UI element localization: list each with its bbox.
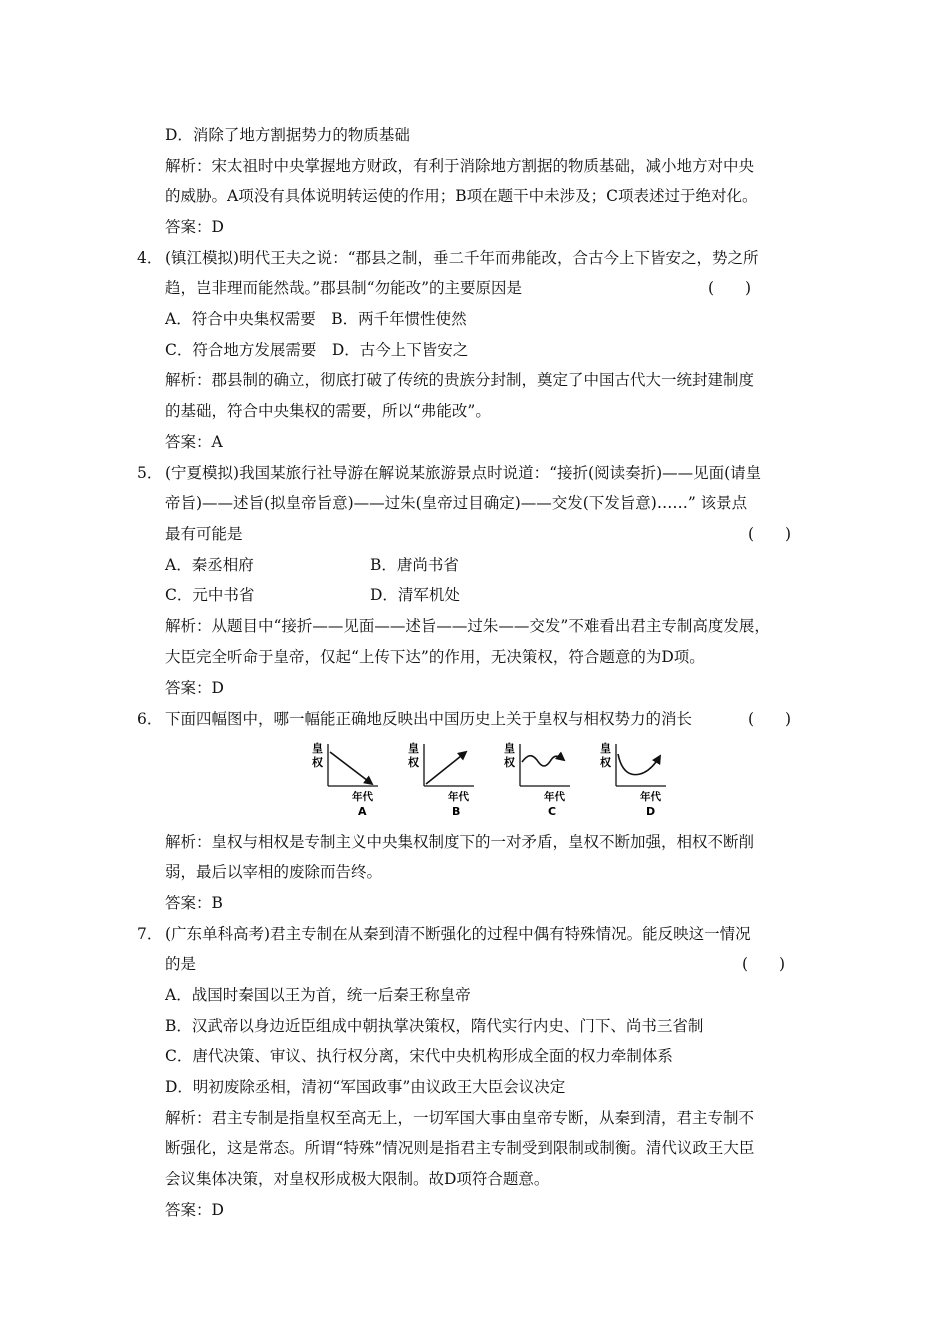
graph-letter-b: B bbox=[452, 805, 461, 818]
analysis-line: 解析：郡县制的确立，彻底打破了传统的贵族分封制，奠定了中国古代大一统封建制度 bbox=[165, 371, 755, 389]
y-axis-label-top: 皇 bbox=[600, 742, 611, 755]
options-line: C．符合地方发展需要 D．古今上下皆安之 bbox=[165, 341, 469, 359]
question-text: 最有可能是 bbox=[165, 525, 243, 543]
question-number: 6． bbox=[137, 710, 163, 728]
question-text: (宁夏模拟)我国某旅行社导游在解说某旅游景点时说道：“接折(阅读奏折)——见面(请皇 bbox=[165, 464, 762, 482]
option-b: B．汉武帝以身边近臣组成中朝执掌决策权，隋代实行内史、门下、尚书三省制 bbox=[165, 1017, 704, 1035]
analysis-line: 大臣完全听命于皇帝，仅起“上传下达”的作用，无决策权，符合题意的为D项。 bbox=[165, 648, 705, 666]
option-d-text: D．消除了地方割据势力的物质基础 bbox=[165, 126, 410, 144]
trend-line-u-shaped bbox=[618, 754, 660, 775]
question-6 bbox=[137, 709, 692, 729]
graph-d bbox=[600, 741, 666, 818]
answer-line: 答案：A bbox=[165, 433, 223, 451]
y-axis-label-bottom: 权 bbox=[600, 756, 611, 769]
question-7 bbox=[137, 924, 751, 944]
x-axis-label: 年代 bbox=[544, 791, 565, 803]
graph-letter-a: A bbox=[358, 805, 367, 818]
question-text: 的是 bbox=[165, 955, 197, 973]
option-d: D．明初废除丞相，清初“军国政事”由议政王大臣会议决定 bbox=[165, 1078, 566, 1096]
y-axis-label-top: 皇 bbox=[504, 742, 515, 755]
answer-blank: ( ) bbox=[748, 525, 792, 543]
answer-line: 答案：B bbox=[165, 894, 223, 912]
y-axis-label-top: 皇 bbox=[408, 742, 419, 755]
analysis-line: 解析：皇权与相权是专制主义中央集权制度下的一对矛盾，皇权不断加强，相权不断削 bbox=[165, 833, 755, 851]
analysis-line: 的威胁。A项没有具体说明转运使的作用；B项在题干中未涉及；C项表述过于绝对化。 bbox=[165, 187, 758, 205]
question-4 bbox=[137, 248, 759, 268]
graph-b bbox=[408, 741, 474, 818]
trend-line-wavy bbox=[522, 756, 564, 766]
options-line: A．符合中央集权需要 B．两千年惯性使然 bbox=[165, 310, 467, 328]
analysis-line: 的基础，符合中央集权的需要，所以“弗能改”。 bbox=[165, 402, 491, 420]
answer-line: 答案：D bbox=[165, 1201, 224, 1219]
option-d: D．清军机处 bbox=[370, 586, 460, 604]
analysis-line: 会议集体决策，对皇权形成极大限制。故D项符合题意。 bbox=[165, 1170, 550, 1188]
answer-blank: ( ) bbox=[748, 710, 792, 728]
option-c: C．元中书省 bbox=[165, 586, 255, 604]
option-c: C．唐代决策、审议、执行权分离，宋代中央机构形成全面的权力牵制体系 bbox=[165, 1047, 673, 1065]
answer-line: 答案：D bbox=[165, 218, 224, 236]
question-text: 下面四幅图中，哪一幅能正确地反映出中国历史上关于皇权与相权势力的消长 bbox=[165, 710, 693, 728]
answer-blank: ( ) bbox=[742, 955, 786, 973]
trend-line-decreasing bbox=[330, 752, 372, 784]
graph-letter-d: D bbox=[646, 805, 656, 818]
question-text: (镇江模拟)明代王夫之说：“郡县之制，垂二千年而弗能改，合古今上下皆安之，势之所 bbox=[165, 249, 759, 267]
answer-line: 答案：D bbox=[165, 679, 224, 697]
option-a: A．秦丞相府 bbox=[165, 556, 254, 574]
options-line bbox=[165, 555, 459, 575]
question-5 bbox=[137, 463, 761, 483]
y-axis-label-bottom: 权 bbox=[408, 756, 419, 769]
x-axis-label: 年代 bbox=[352, 791, 373, 803]
question-number: 7． bbox=[137, 925, 163, 943]
options-line bbox=[165, 585, 460, 605]
x-axis-label: 年代 bbox=[448, 791, 469, 803]
option-b: B．唐尚书省 bbox=[370, 556, 459, 574]
trend-line-increasing bbox=[426, 752, 466, 784]
question-number: 4． bbox=[137, 249, 163, 267]
analysis-line: 断强化，这是常态。所谓“特殊”情况则是指君主专制受到限制或制衡。清代议政王大臣 bbox=[165, 1139, 755, 1157]
question-text: (广东单科高考)君主专制在从秦到清不断强化的过程中偶有特殊情况。能反映这一情况 bbox=[165, 925, 751, 943]
analysis-line: 解析：宋太祖时中央掌握地方财政，有利于消除地方割据的物质基础，减小地方对中央 bbox=[165, 157, 755, 175]
y-axis-label-top: 皇 bbox=[312, 742, 323, 755]
x-axis-label: 年代 bbox=[640, 791, 661, 803]
analysis-line: 解析：君主专制是指皇权至高无上，一切军国大事由皇帝专断，从秦到清，君主专制不 bbox=[165, 1109, 755, 1127]
graph-letter-c: C bbox=[548, 805, 557, 818]
power-trend-graphs bbox=[312, 740, 672, 820]
graph-c bbox=[504, 741, 570, 818]
analysis-line: 弱，最后以宰相的废除而告终。 bbox=[165, 863, 383, 881]
option-a: A．战国时秦国以王为首，统一后秦王称皇帝 bbox=[165, 986, 471, 1004]
y-axis-label-bottom: 权 bbox=[504, 756, 515, 769]
graph-a bbox=[312, 741, 378, 818]
question-text: 帝旨)——述旨(拟皇帝旨意)——过朱(皇帝过目确定)——交发(下发旨意)……” 该景点 bbox=[165, 494, 748, 512]
answer-blank: ( ) bbox=[708, 279, 752, 297]
power-trend-figure bbox=[312, 740, 672, 820]
question-number: 5． bbox=[137, 464, 163, 482]
analysis-line: 解析：从题目中“接折——见面——述旨——过朱——交发”不难看出君主专制高度发展， bbox=[165, 617, 770, 635]
y-axis-label-bottom: 权 bbox=[312, 756, 323, 769]
question-text: 趋，岂非理而能然哉。”郡县制“勿能改”的主要原因是 bbox=[165, 279, 523, 297]
